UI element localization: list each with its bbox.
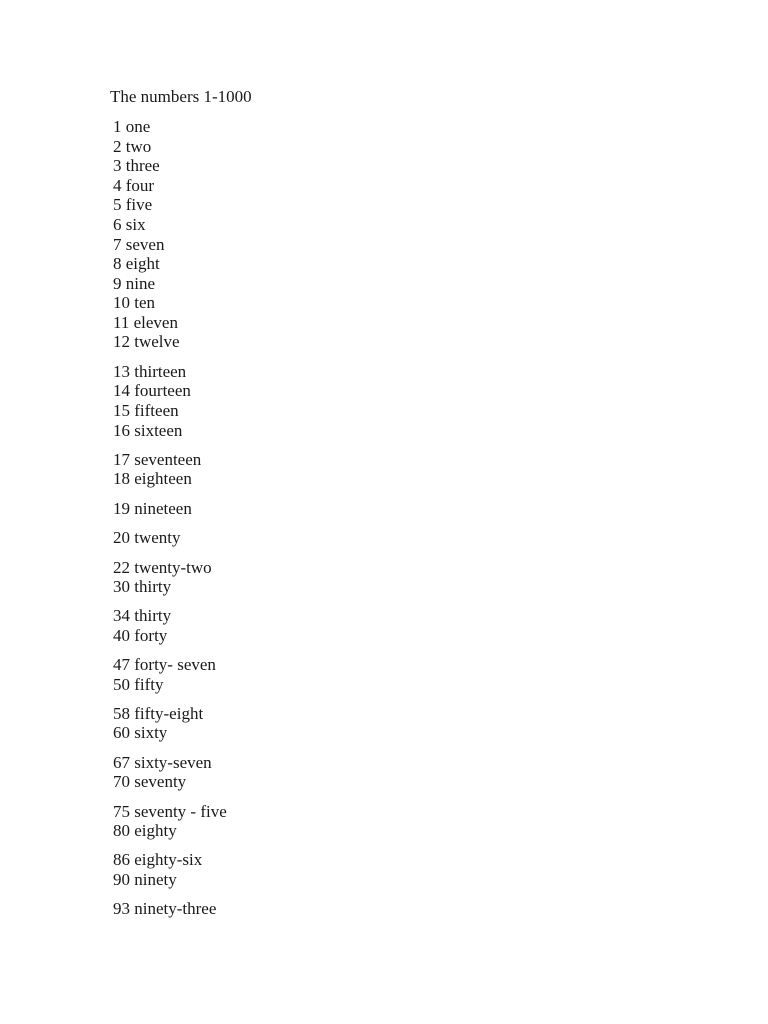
number-line: 7 seven — [113, 235, 165, 254]
number-line: 86 eighty-six — [113, 850, 203, 869]
number-line: 18 eighteen — [113, 469, 192, 488]
number-line: 10 ten — [113, 293, 156, 312]
number-line: 5 five — [113, 195, 153, 214]
number-line: 40 forty — [113, 626, 168, 645]
number-line: 13 thirteen — [113, 362, 187, 381]
number-line: 70 seventy — [113, 772, 187, 791]
number-line: 9 nine — [113, 274, 156, 293]
number-line: 17 seventeen — [113, 450, 202, 469]
document-title: The numbers 1-1000 — [110, 87, 252, 106]
number-line: 93 ninety-three — [113, 899, 217, 918]
number-line: 80 eighty — [113, 821, 177, 840]
number-line: 4 four — [113, 176, 155, 195]
number-line: 30 thirty — [113, 577, 172, 596]
number-line: 15 fifteen — [113, 401, 179, 420]
number-line: 11 eleven — [113, 313, 178, 332]
number-line: 22 twenty-two — [113, 558, 212, 577]
number-line: 34 thirty — [113, 606, 172, 625]
number-line: 2 two — [113, 137, 152, 156]
number-line: 19 nineteen — [113, 499, 192, 518]
number-line: 8 eight — [113, 254, 160, 273]
number-line: 16 sixteen — [113, 421, 183, 440]
number-line: 67 sixty-seven — [113, 753, 212, 772]
number-line: 75 seventy - five — [113, 802, 227, 821]
number-line: 50 fifty — [113, 675, 164, 694]
number-line: 60 sixty — [113, 723, 168, 742]
number-line: 90 ninety — [113, 870, 177, 889]
number-line: 20 twenty — [113, 528, 181, 547]
number-line: 58 fifty-eight — [113, 704, 204, 723]
number-line: 6 six — [113, 215, 146, 234]
number-line: 1 one — [113, 117, 151, 136]
number-line: 3 three — [113, 156, 160, 175]
number-line: 12 twelve — [113, 332, 180, 351]
number-line: 47 forty- seven — [113, 655, 216, 674]
number-line: 14 fourteen — [113, 381, 191, 400]
